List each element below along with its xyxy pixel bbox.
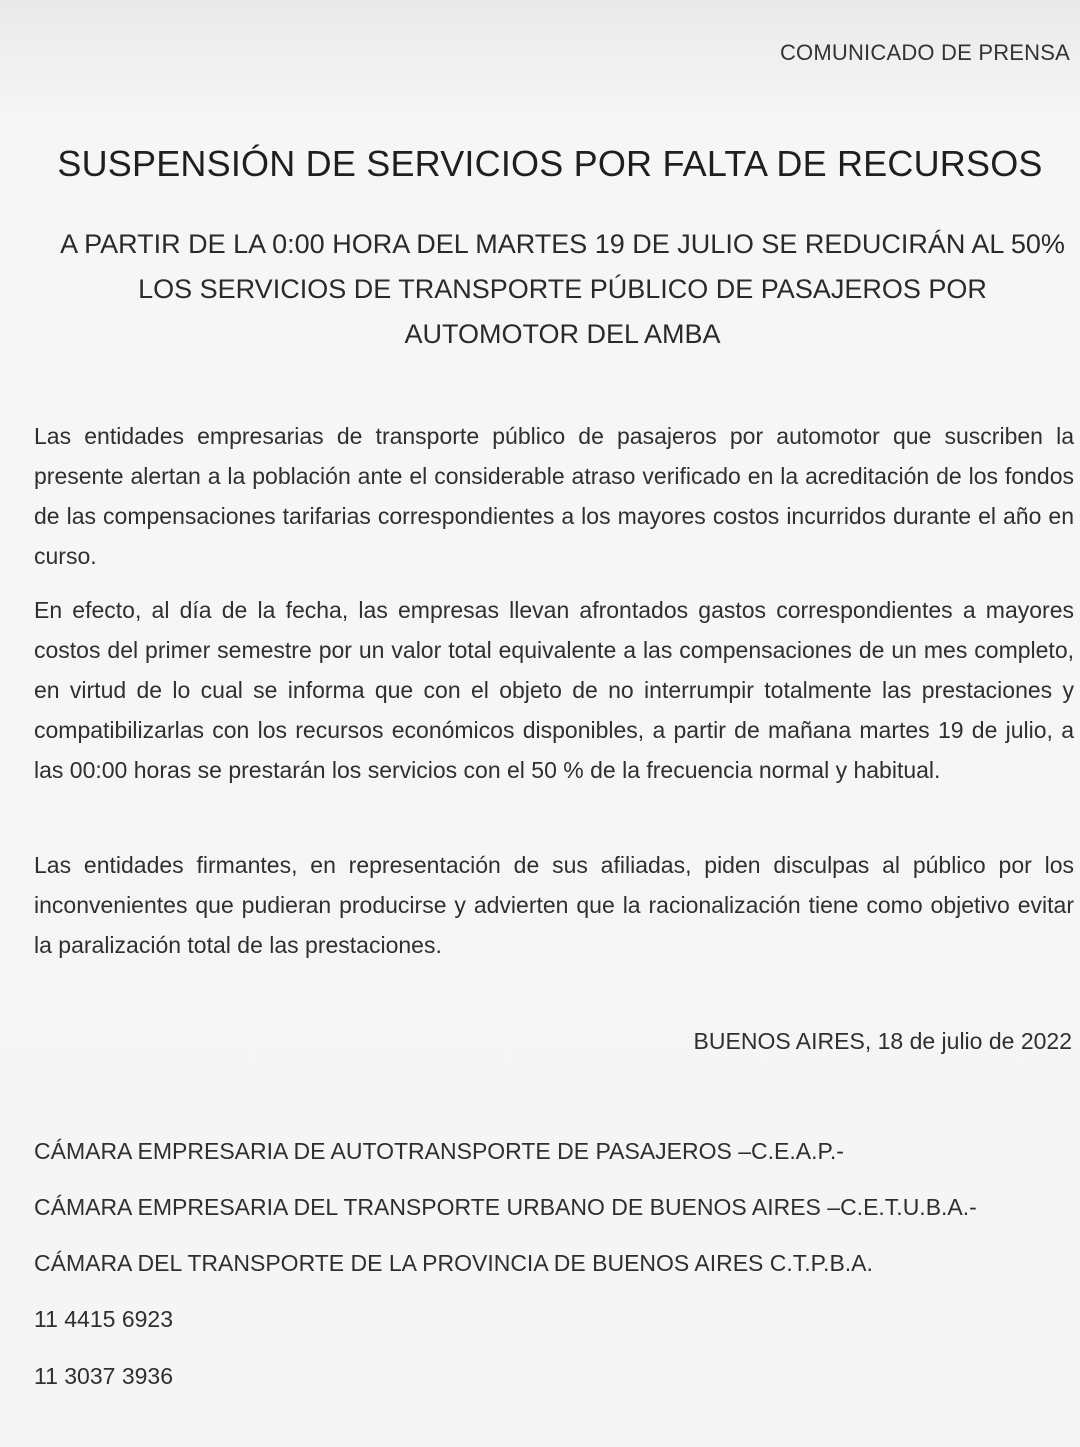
body-paragraph-3: Las entidades firmantes, en representación de sus afiliadas, piden disculpas al público por los inconvenientes que pudieran producirse y advierten que la racionalización tiene como objetivo evitar la paralización total de las prestaciones. [34, 852, 1074, 958]
document-subtitle: A PARTIR DE LA 0:00 HORA DEL MARTES 19 DE JULIO SE REDUCIRÁN AL 50% LOS SERVICIOS DE TRANSPORTE PÚBLICO DE PASAJEROS POR AUTOMOTOR DEL AMBA [60, 229, 1065, 349]
phone-number: 11 3037 3936 [34, 1363, 173, 1389]
signatory-line: CÁMARA EMPRESARIA DE AUTOTRANSPORTE DE PASAJEROS –C.E.A.P.- [34, 1138, 844, 1164]
document-title: SUSPENSIÓN DE SERVICIOS POR FALTA DE RECURSOS [57, 143, 1043, 184]
dateline: BUENOS AIRES, 18 de julio de 2022 [693, 1028, 1072, 1054]
phone-number: 11 4415 6923 [34, 1306, 173, 1332]
signatory-line: CÁMARA DEL TRANSPORTE DE LA PROVINCIA DE BUENOS AIRES C.T.P.B.A. [34, 1250, 873, 1276]
document-kicker: COMUNICADO DE PRENSA [779, 40, 1070, 65]
body-paragraph-1: Las entidades empresarias de transporte público de pasajeros por automotor que suscriben la presente alertan a la población ante el considerable atraso verificado en la acreditación de los fondos de las compensaciones tarifarias correspondientes a los mayores costos incurridos durante el año en curso. [34, 423, 1074, 569]
signatory-line: CÁMARA EMPRESARIA DEL TRANSPORTE URBANO DE BUENOS AIRES –C.E.T.U.B.A.- [34, 1194, 977, 1220]
body-paragraph-2: En efecto, al día de la fecha, las empresas llevan afrontados gastos correspondientes a mayores costos del primer semestre por un valor total equivalente a las compensaciones de un mes completo, en virtud de lo cual se informa que con el objeto de no interrumpir totalmente las prestaciones y compatibilizarlas con los recursos económicos disponibles, a partir de mañana martes 19 de julio, a las 00:00 horas se prestarán los servicios con el 50 % de la frecuencia normal y habitual. [34, 597, 1074, 783]
